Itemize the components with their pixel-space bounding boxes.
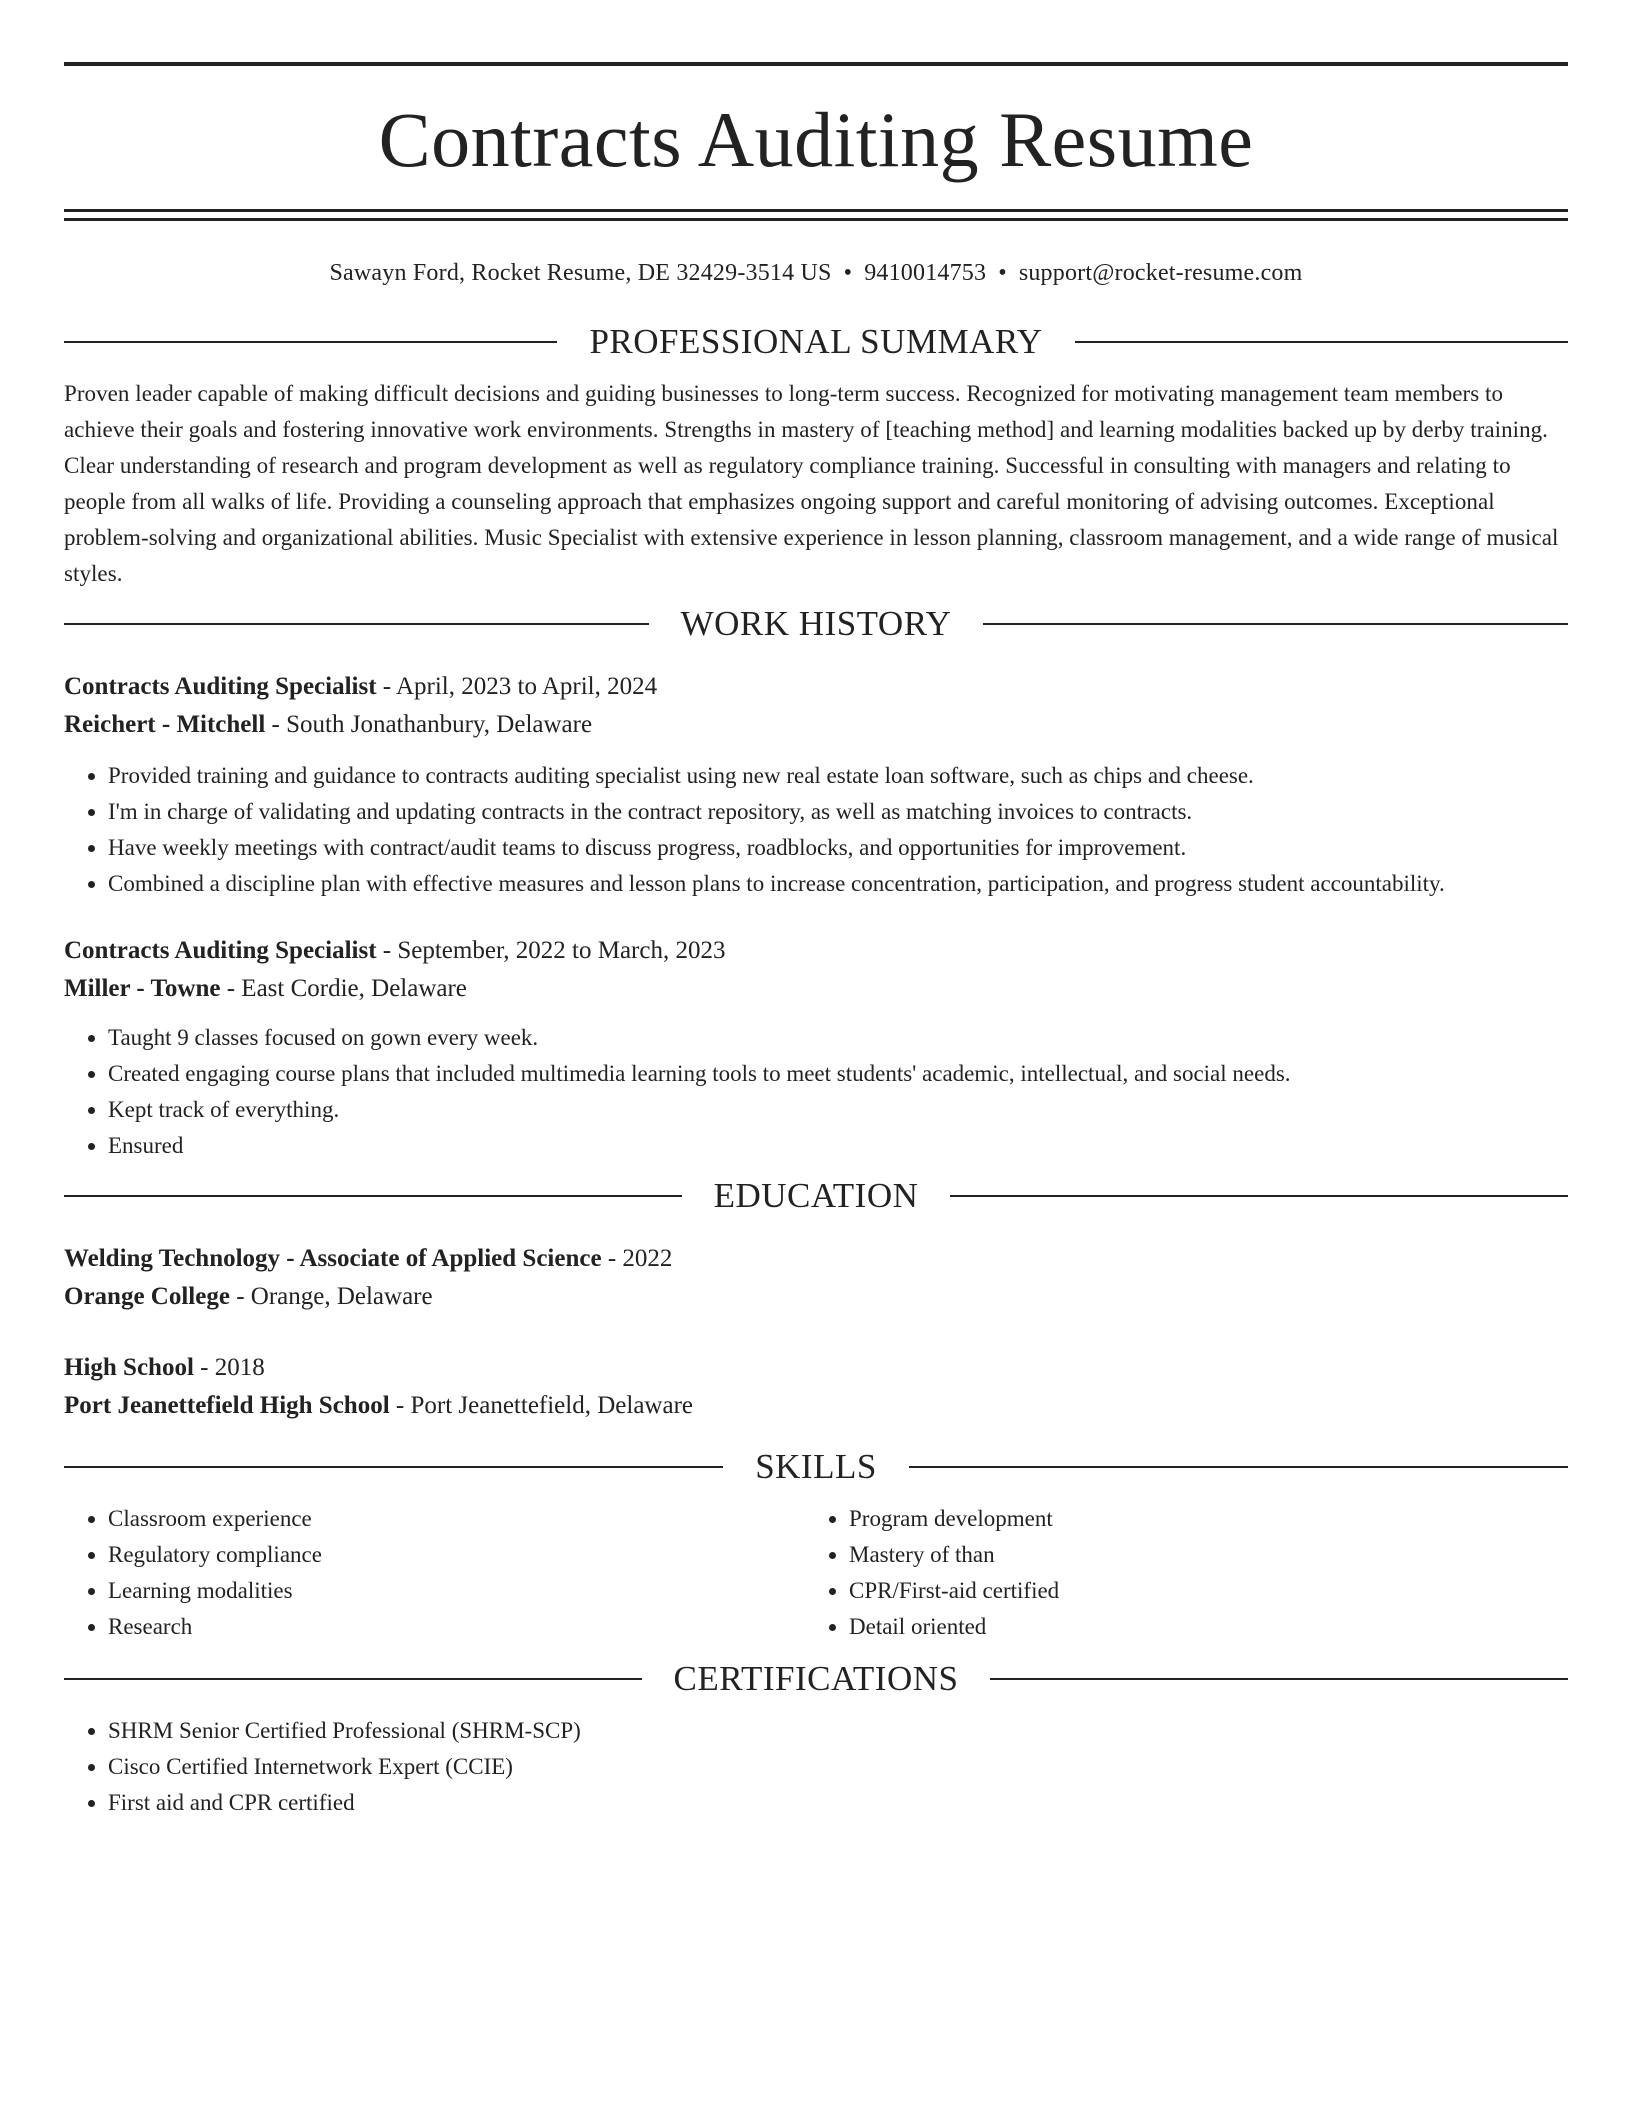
degree-name: High School	[64, 1354, 194, 1381]
job-title: Contracts Auditing Specialist	[64, 937, 377, 964]
skill-item: • Program development	[849, 1501, 1546, 1537]
heading-rule-right	[983, 623, 1568, 625]
job-title-line	[64, 668, 1568, 706]
school-line	[64, 1387, 1568, 1425]
job-dates: - April, 2023 to April, 2024	[376, 673, 658, 700]
skills-grid	[64, 1501, 1568, 1645]
document-title: Contracts Auditing Resume	[378, 96, 1254, 183]
heading-rule-right	[909, 1466, 1568, 1468]
work-entry	[64, 668, 1568, 902]
summary-heading-label: PROFESSIONAL SUMMARY	[589, 322, 1043, 361]
contact-separator: •	[998, 260, 1007, 286]
skill-item: • CPR/First-aid certified	[849, 1573, 1546, 1609]
certification-item: • SHRM Senior Certified Professional (SHRM-SCP)	[108, 1713, 1568, 1749]
skill-item: • Mastery of than	[849, 1537, 1546, 1573]
job-bullet-list	[64, 758, 1568, 902]
degree-line	[64, 1349, 1568, 1387]
contact-separator: •	[843, 260, 853, 286]
skills-heading-label: SKILLS	[755, 1447, 877, 1486]
job-company: Reichert - Mitchell	[64, 711, 266, 738]
certifications-section-heading	[64, 1657, 1568, 1701]
summary-text: Proven leader capable of making difficult decisions and guiding businesses to long-term success. Recognized for motivating management team members to achieve their goals and fostering innovative work environments. Strengths in mastery of [teaching method] and learning modalities backed up by derby training. Clear understanding of research and program development as well as regulatory compliance training. Successful in consulting with managers and relating to people from all walks of life. Providing a counseling approach that emphasizes ongoing support and careful monitoring of advising outcomes. Exceptional problem-solving and organizational abilities. Music Specialist with extensive experience in lesson planning, classroom management, and a wide range of musical styles.	[64, 381, 1559, 586]
summary-section-heading	[64, 320, 1568, 364]
contact-line	[64, 258, 1568, 288]
job-dates: - September, 2022 to March, 2023	[376, 937, 726, 964]
heading-rule-left	[64, 1195, 682, 1197]
certification-item: • Cisco Certified Internetwork Expert (CCIE)	[108, 1749, 1568, 1785]
job-company-line	[64, 970, 1568, 1008]
school-location: - Port Jeanettefield, Delaware	[389, 1392, 693, 1419]
job-bullet-list	[64, 1020, 1568, 1164]
certifications-heading-label: CERTIFICATIONS	[673, 1659, 959, 1698]
heading-rule-right	[950, 1195, 1568, 1197]
education-entry	[64, 1240, 1568, 1316]
skills-section-heading	[64, 1445, 1568, 1489]
job-bullet: • I'm in charge of validating and updating contracts in the contract repository, as well as matching invoices to contracts.	[108, 794, 1568, 830]
skill-item: • Learning modalities	[108, 1573, 805, 1609]
heading-rule-right	[1075, 341, 1568, 343]
certification-item: • First aid and CPR certified	[108, 1785, 1568, 1821]
job-title-line	[64, 932, 1568, 970]
job-location: - South Jonathanbury, Delaware	[265, 711, 593, 738]
job-bullet: • Combined a discipline plan with effective measures and lesson plans to increase concentration, participation, and progress student accountability.	[108, 866, 1568, 902]
job-bullet: • Have weekly meetings with contract/audit teams to discuss progress, roadblocks, and opportunities for improvement.	[108, 830, 1568, 866]
title-double-rule	[64, 209, 1568, 221]
heading-rule-left	[64, 623, 649, 625]
education-heading-label: EDUCATION	[713, 1176, 919, 1215]
job-company: Miller - Towne	[64, 975, 221, 1002]
skill-item: • Classroom experience	[108, 1501, 805, 1537]
heading-rule-left	[64, 1678, 642, 1680]
degree-year: - 2018	[193, 1354, 265, 1381]
degree-year: - 2022	[601, 1245, 673, 1272]
degree-name: Welding Technology - Associate of Applied Science	[64, 1245, 602, 1272]
work-entry	[64, 932, 1568, 1164]
skill-item: • Regulatory compliance	[108, 1537, 805, 1573]
education-section-heading	[64, 1174, 1568, 1218]
job-bullet: • Kept track of everything.	[108, 1092, 1568, 1128]
job-title: Contracts Auditing Specialist	[64, 673, 377, 700]
school-name: Orange College	[64, 1283, 230, 1310]
contact-email: support@rocket-resume.com	[1018, 260, 1303, 286]
work-heading-label: WORK HISTORY	[680, 604, 952, 643]
school-name: Port Jeanettefield High School	[64, 1392, 390, 1419]
heading-rule-left	[64, 1466, 723, 1468]
skill-item: • Research	[108, 1609, 805, 1645]
education-entry	[64, 1349, 1568, 1425]
school-line	[64, 1278, 1568, 1316]
job-location: - East Cordie, Delaware	[220, 975, 467, 1002]
job-company-line	[64, 706, 1568, 744]
certifications-list	[64, 1713, 1568, 1821]
school-location: - Orange, Delaware	[229, 1283, 433, 1310]
skills-list-left	[64, 1501, 805, 1645]
heading-rule-left	[64, 341, 557, 343]
skills-list-right	[805, 1501, 1546, 1645]
degree-line	[64, 1240, 1568, 1278]
work-section-heading	[64, 602, 1568, 646]
job-bullet: • Created engaging course plans that included multimedia learning tools to meet students' academic, intellectual, and social needs.	[108, 1056, 1568, 1092]
job-bullet: • Taught 9 classes focused on gown every week.	[108, 1020, 1568, 1056]
contact-phone: 9410014753	[864, 260, 987, 286]
job-bullet: • Ensured	[108, 1128, 1568, 1164]
job-bullet: • Provided training and guidance to contracts auditing specialist using new real estate loan software, such as chips and cheese.	[108, 758, 1568, 794]
skill-item: • Detail oriented	[849, 1609, 1546, 1645]
contact-address: Sawayn Ford, Rocket Resume, DE 32429-3514 US	[329, 260, 832, 286]
heading-rule-right	[990, 1678, 1568, 1680]
